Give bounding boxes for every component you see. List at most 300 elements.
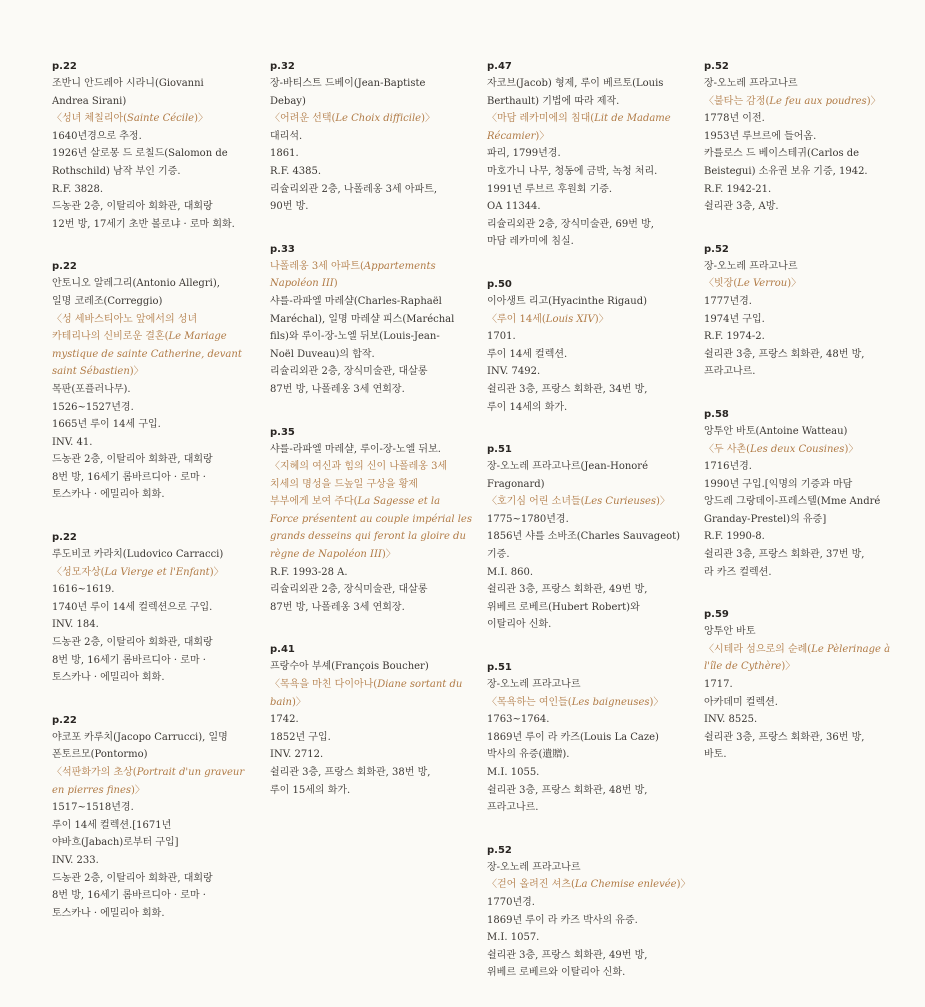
line-text: 쉴리관 3층, 프랑스 회화관, 34번 방, <box>487 383 648 395</box>
line-text: 1991년 루브르 후원회 기증. <box>487 183 613 195</box>
line-text: 카를로스 드 베이스테귀(Carlos de <box>704 148 860 160</box>
entry-line <box>704 198 894 216</box>
entry-line <box>487 929 677 947</box>
artwork-title-line <box>704 441 894 459</box>
line-text: 1775~1780년경. <box>487 513 569 525</box>
original-title: Les deux Cousines <box>750 443 845 455</box>
catalog-entry <box>487 58 677 251</box>
entry-line <box>52 634 242 652</box>
entry-line <box>704 328 894 346</box>
entry-line <box>52 834 242 852</box>
line-text-end: )〉 <box>194 113 209 125</box>
entry-line <box>487 293 677 311</box>
original-title: Napoléon III <box>270 278 334 290</box>
line-text: 마담 레카미에 침실. <box>487 236 574 248</box>
entry-line <box>52 469 242 487</box>
page-reference: p.33 <box>270 243 295 255</box>
line-text: 리슐리외관 2층, 장식미술관, 대살롱 <box>270 366 428 378</box>
line-text: 1974년 구입. <box>704 313 765 325</box>
original-title: Sainte Cécile <box>127 113 195 125</box>
line-text: 〈마담 레카미에의 침대( <box>487 113 595 125</box>
catalog-entry <box>52 712 245 923</box>
line-text: 치세의 명성을 드높일 구상을 황제 <box>270 478 418 490</box>
line-text: 〈두 사촌( <box>704 443 751 455</box>
original-title: règne de Napoléon III <box>270 549 382 561</box>
line-text: 드농관 2층, 이탈리아 회화관, 대회랑 <box>52 201 213 213</box>
entry-line <box>704 293 894 311</box>
entry-line <box>52 746 242 764</box>
line-text: 87번 방, 나폴레옹 3세 연회장. <box>270 383 405 395</box>
line-text: 1856년 샤를 소바조(Charles Sauvageot) <box>487 531 681 543</box>
line-text: 〈불타는 감정( <box>704 95 770 107</box>
entry-line <box>270 746 460 764</box>
original-title: Appartements <box>363 260 436 272</box>
page-reference: p.52 <box>704 61 729 72</box>
artwork-title-line <box>52 782 242 800</box>
line-text: 〈시테라 섬으로의 순례( <box>704 643 812 655</box>
page-reference: p.51 <box>487 444 512 456</box>
line-text: R.F. 1974-2. <box>704 331 765 343</box>
line-text-end: )〉 <box>594 313 609 325</box>
page-reference: p.50 <box>487 278 512 290</box>
line-text: 〈어려운 선택( <box>270 113 336 125</box>
line-text: 〈루이 14세( <box>487 313 546 325</box>
entry-line <box>487 894 677 912</box>
original-title: Le feu aux poudres <box>769 95 867 107</box>
line-text: 라 카즈 컬렉션. <box>704 566 772 578</box>
catalog-entry <box>704 606 894 764</box>
entry-line <box>704 546 894 564</box>
entry-line <box>52 75 242 93</box>
original-title: Les baigneuses <box>571 696 650 708</box>
catalog-entry <box>270 641 463 799</box>
entry-line <box>270 441 460 459</box>
line-text: 1717. <box>704 679 733 691</box>
entry-line <box>52 905 242 923</box>
entry-line <box>52 546 242 564</box>
entry-line <box>704 711 894 729</box>
entry-line <box>52 581 242 599</box>
line-text: INV. 41. <box>52 436 93 448</box>
line-text: 쉴리관 3층, 프랑스 회화관, 38번 방, <box>270 767 431 778</box>
column-4 <box>704 58 894 789</box>
line-text: 12번 방, 17세기 초반 볼로냐 · 로마 회화. <box>52 218 235 230</box>
entry-line <box>704 729 894 747</box>
line-text: 1701. <box>487 331 516 343</box>
line-text: 〈빗장( <box>704 278 738 290</box>
entry-line <box>487 764 677 782</box>
entry-line <box>270 363 460 381</box>
page-reference: p.47 <box>487 61 512 72</box>
artwork-title-line <box>52 764 245 782</box>
line-text: R.F. 4385. <box>270 165 322 177</box>
original-title: Le Choix difficile <box>335 113 422 125</box>
line-text: R.F. 1993-28 A. <box>270 566 348 578</box>
line-text: 야코포 카루치(Jacopo Carrucci), 일명 <box>52 731 228 743</box>
entry-line <box>270 93 460 111</box>
page-reference: p.52 <box>704 243 729 255</box>
line-text: 카테리나의 신비로운 결혼( <box>52 331 169 343</box>
line-text: 87번 방, 나폴레옹 3세 연회장. <box>270 601 405 613</box>
line-text: 부부에게 보여 주다( <box>270 496 358 508</box>
original-title: Diane sortant du <box>377 679 463 691</box>
artwork-title-line <box>270 546 460 564</box>
line-text: INV. 233. <box>52 854 99 866</box>
original-title: grands desseins qui feront la gloire du <box>270 531 466 543</box>
line-text: 이아생트 리고(Hyacinthe Rigaud) <box>487 295 648 307</box>
line-text: INV. 7492. <box>487 366 541 378</box>
entry-line <box>270 293 460 311</box>
entry-line <box>487 964 677 982</box>
entry-line <box>270 711 460 729</box>
page-reference: p.22 <box>52 61 77 72</box>
artwork-title-line <box>487 311 677 329</box>
catalog-entry <box>52 258 242 504</box>
line-text: 8번 방, 16세기 롬바르디아 · 로마 · <box>52 471 206 483</box>
line-text: 1616~1619. <box>52 584 115 596</box>
entry-line <box>270 764 460 782</box>
entry-line <box>704 676 894 694</box>
catalog-entry <box>704 406 894 581</box>
artwork-title-line <box>270 511 472 529</box>
line-text: 리슐리외관 2층, 나폴레옹 3세 아파트, <box>270 183 438 195</box>
entry-line <box>704 458 894 476</box>
entry-line <box>704 511 894 529</box>
original-title: La Sagesse et la <box>357 496 441 508</box>
line-text: Granday-Prestel)의 유증] <box>704 513 827 525</box>
line-text: 1990년 구입.[익명의 기증과 마담 <box>704 478 853 490</box>
entry-line <box>52 451 242 469</box>
entry-line <box>487 381 677 399</box>
line-text: OA 11344. <box>487 201 541 213</box>
line-text: 샤를-라파엘 마레샬, 루이-장-노엘 뒤보. <box>270 443 441 455</box>
artwork-title-line <box>487 110 677 128</box>
line-text: 조반니 안드레아 시라니(Giovanni <box>52 78 204 89</box>
entry-line <box>52 887 242 905</box>
line-text: 장-바티스트 드베이(Jean-Baptiste <box>270 78 426 89</box>
entry-line <box>52 669 242 687</box>
line-text-end: )〉 <box>381 549 396 561</box>
entry-line <box>487 458 677 476</box>
line-text: 쉴리관 3층, 프랑스 회화관, 49번 방, <box>487 949 648 961</box>
line-text: INV. 184. <box>52 619 99 631</box>
line-text-end: )〉 <box>421 113 435 125</box>
line-text: 8번 방, 16세기 롬바르디아 · 로마 · <box>52 654 206 666</box>
entry-line <box>487 676 677 694</box>
line-text: 프라고나르. <box>487 802 539 814</box>
line-text: 프라고나르. <box>704 366 756 378</box>
artwork-title-line <box>52 110 242 128</box>
line-text: 드농관 2층, 이탈리아 회화관, 대회랑 <box>52 872 213 884</box>
catalog-entry <box>704 241 894 381</box>
line-text: 〈석판화가의 초상( <box>52 767 137 778</box>
line-text: 1517~1518년경. <box>52 802 134 814</box>
line-text: R.F. 3828. <box>52 183 104 195</box>
entry-line <box>487 546 677 564</box>
catalog-entry <box>487 441 681 634</box>
entry-line <box>487 216 677 234</box>
entry-line <box>52 128 242 146</box>
entry-line <box>270 145 460 163</box>
entry-line <box>270 128 460 146</box>
entry-line <box>704 163 894 181</box>
entry-line <box>487 799 677 817</box>
entry-line <box>487 163 677 181</box>
entry-line <box>52 817 242 835</box>
page-reference: p.52 <box>487 844 512 856</box>
entry-line <box>487 233 677 251</box>
entry-line <box>52 275 242 293</box>
entry-line <box>704 528 894 546</box>
line-text: 〈지혜의 여신과 힘의 신이 나폴레옹 3세 <box>270 461 448 473</box>
line-text: Andrea Sirani) <box>52 95 127 107</box>
entry-line <box>487 145 677 163</box>
entry-line <box>704 75 894 93</box>
entry-line <box>487 711 677 729</box>
line-text: Maréchal), 일명 마레샬 피스(Maréchal <box>270 313 455 325</box>
artwork-title-line <box>487 876 691 894</box>
catalog-entry <box>52 58 242 233</box>
line-text: R.F. 1942-21. <box>704 183 772 195</box>
entry-line <box>52 416 242 434</box>
entry-line <box>52 852 242 870</box>
entry-line <box>52 486 242 504</box>
entry-line <box>52 870 242 888</box>
entry-line <box>704 623 894 641</box>
line-text: 나폴레옹 3세 아파트( <box>270 260 364 272</box>
line-text: 쉴리관 3층, 프랑스 회화관, 37번 방, <box>704 549 865 561</box>
line-text: 1640년경으로 추정. <box>52 130 142 142</box>
entry-line <box>270 581 460 599</box>
page-reference: p.59 <box>704 609 729 621</box>
entry-line <box>52 799 242 817</box>
line-text: 장-오노레 프라고나르(Jean-Honoré <box>487 461 649 473</box>
line-text: 쉴리관 3층, 프랑스 회화관, 48번 방, <box>704 348 865 360</box>
line-text-end: )〉 <box>535 130 550 142</box>
entry-line <box>704 181 894 199</box>
entry-line <box>270 198 460 216</box>
line-text: 프랑수아 부셰(François Boucher) <box>270 661 429 673</box>
catalog-entry <box>270 58 460 216</box>
entry-line <box>52 145 242 163</box>
artwork-title-line <box>270 694 460 712</box>
line-text: M.I. 1055. <box>487 767 540 778</box>
line-text: 위베르 로베르(Hubert Robert)와 <box>487 601 640 613</box>
line-text: 1926년 살로몽 드 로칠드(Salomon de <box>52 148 228 160</box>
line-text-end: )〉 <box>129 366 144 378</box>
page-reference: p.51 <box>487 662 512 674</box>
line-text: 목판(포플러나무). <box>52 383 131 395</box>
entry-line <box>487 947 677 965</box>
entry-line <box>487 328 677 346</box>
entry-line <box>487 564 677 582</box>
original-title: Les Curieuses <box>584 496 657 508</box>
line-text: 루이 14세 컬렉션.[1671년 <box>52 819 172 831</box>
line-text: 1777년경. <box>704 295 752 307</box>
line-text: 〈성모자상( <box>52 566 105 578</box>
line-text: 쉴리관 3층, 프랑스 회화관, 48번 방, <box>487 784 648 796</box>
artwork-title-line <box>270 458 460 476</box>
line-text: Beistegui) 소유권 보유 기증, 1942. <box>704 165 868 177</box>
line-text: 앙투안 바토(Antoine Watteau) <box>704 425 848 437</box>
line-text: 1852년 구입. <box>270 731 331 743</box>
entry-line <box>270 346 460 364</box>
original-title: Le Pèlerinage à <box>811 643 891 655</box>
original-title: Le Mariage <box>168 331 227 343</box>
line-text: 파리, 1799년경. <box>487 148 561 160</box>
line-text: 1778년 이전. <box>704 113 765 125</box>
line-text: 마호가니 나무, 청동에 금박, 녹청 처리. <box>487 165 658 177</box>
entry-line <box>487 746 677 764</box>
column-1 <box>52 58 245 947</box>
line-text-end: )〉 <box>781 661 796 673</box>
line-text: 90번 방. <box>270 201 309 213</box>
line-text: fils)와 루이-장-노엘 뒤보(Louis-Jean- <box>270 331 440 343</box>
line-text: R.F. 1990-8. <box>704 531 765 543</box>
line-text: 루이 14세 컬렉션. <box>487 348 568 360</box>
entry-line <box>270 782 460 800</box>
line-text: 앙드레 그랑데이-프레스텔(Mme André <box>704 496 881 508</box>
original-title: La Chemise enlevée <box>574 879 677 891</box>
catalog-entry <box>270 241 460 399</box>
line-text: Berthault) 기법에 따라 제작. <box>487 95 620 107</box>
line-text-end: )〉 <box>787 278 802 290</box>
artwork-title-line <box>270 476 460 494</box>
entry-line <box>52 198 242 216</box>
line-text: 아카데미 컬렉션. <box>704 696 778 708</box>
line-text: 토스카나 · 에밀리아 회화. <box>52 672 165 684</box>
entry-line <box>704 746 894 764</box>
entry-line <box>487 782 677 800</box>
artwork-title-line <box>270 676 463 694</box>
entry-line <box>487 616 677 634</box>
line-text-end: )〉 <box>292 696 306 708</box>
line-text: 야바흐(Jabach)로부터 구입] <box>52 837 179 849</box>
line-text: 장-오노레 프라고나르 <box>487 679 581 691</box>
line-text: 박사의 유증(遺贈). <box>487 749 570 761</box>
artwork-title-line <box>52 363 242 381</box>
entry-line <box>487 75 677 93</box>
artwork-title-line <box>270 258 460 276</box>
artwork-title-line <box>270 110 460 128</box>
entry-line <box>270 658 460 676</box>
entry-line <box>52 652 242 670</box>
entry-line <box>52 599 242 617</box>
artwork-title-line <box>704 658 894 676</box>
entry-line <box>52 93 242 111</box>
line-text: 장-오노레 프라고나르 <box>704 78 798 89</box>
entry-line <box>270 181 460 199</box>
artwork-title-line <box>52 564 242 582</box>
entry-line <box>487 93 677 111</box>
original-title: l'île de Cythère <box>704 661 782 673</box>
entry-line <box>704 423 894 441</box>
entry-line <box>487 528 681 546</box>
line-text: 장-오노레 프라고나르 <box>704 260 798 272</box>
artwork-title-line <box>704 641 894 659</box>
line-text: M.I. 1057. <box>487 932 540 944</box>
line-text: INV. 2712. <box>270 749 324 761</box>
entry-line <box>487 363 677 381</box>
entry-line <box>270 328 460 346</box>
entry-line <box>487 912 677 930</box>
line-text: 쉴리관 3층, 프랑스 회화관, 36번 방, <box>704 731 865 743</box>
entry-line <box>270 599 460 617</box>
line-text-end: )〉 <box>656 496 670 508</box>
line-text: 대리석. <box>270 130 303 142</box>
entry-line <box>704 694 894 712</box>
line-text: 1742. <box>270 714 299 726</box>
line-text: INV. 8525. <box>704 714 758 726</box>
artwork-title-line <box>270 493 460 511</box>
artwork-title-line <box>270 275 460 293</box>
line-text: 이탈리아 신화. <box>487 619 552 631</box>
artwork-title-line <box>487 493 677 511</box>
line-text-end: )〉 <box>676 879 691 891</box>
line-text: 1953년 루브르에 들어옴. <box>704 130 817 142</box>
artwork-title-line <box>52 346 242 364</box>
line-text: 자코브(Jacob) 형제, 루이 베르토(Louis <box>487 78 664 89</box>
entry-line <box>704 476 894 494</box>
line-text: 〈성 세바스티아노 앞에서의 성녀 <box>52 313 198 325</box>
line-text-end: )〉 <box>209 566 224 578</box>
entry-line <box>52 381 242 399</box>
entry-line <box>52 181 242 199</box>
line-text-end: )〉 <box>844 443 859 455</box>
line-text: 1861. <box>270 148 299 160</box>
line-text: 드농관 2층, 이탈리아 회화관, 대회랑 <box>52 637 213 649</box>
line-text: Fragonard) <box>487 478 545 490</box>
line-text: 〈걷어 올려진 셔츠( <box>487 879 575 891</box>
line-text: 위베르 로베르와 이탈리아 신화. <box>487 967 626 979</box>
original-title: bain <box>270 696 293 708</box>
entry-line <box>487 181 677 199</box>
line-text: 1763~1764. <box>487 714 550 726</box>
original-title: saint Sébastien <box>52 366 130 378</box>
line-text: 안토니오 알레그리(Antonio Allegri), <box>52 278 220 290</box>
line-text: 루이 15세의 화가. <box>270 784 351 796</box>
line-text: 루이 14세의 화가. <box>487 401 568 413</box>
entry-line <box>487 859 677 877</box>
entry-line <box>704 145 894 163</box>
artwork-title-line <box>704 93 894 111</box>
line-text: 샤를-라파엘 마레샬(Charles-Raphaël <box>270 295 442 307</box>
entry-line <box>704 311 894 329</box>
line-text-end: ) <box>333 278 338 290</box>
line-text: 1869년 루이 라 카즈(Louis La Caze) <box>487 731 659 743</box>
line-text: 장-오노레 프라고나르 <box>487 861 581 873</box>
line-text: 〈호기심 어린 소녀들( <box>487 496 585 508</box>
catalog-entry <box>487 659 677 817</box>
line-text: 쉴리관 3층, 프랑스 회화관, 49번 방, <box>487 584 648 596</box>
original-title: Le Verrou <box>737 278 788 290</box>
original-title: mystique de sainte Catherine, devant <box>52 348 242 360</box>
entry-line <box>270 75 460 93</box>
column-3 <box>487 58 691 1007</box>
line-text: Rothschild) 남작 부인 기증. <box>52 165 181 177</box>
original-title: Force présentent au couple impérial les <box>270 513 472 525</box>
column-2 <box>270 58 472 824</box>
entry-line <box>52 163 242 181</box>
line-text: Noël Duveau)의 합작. <box>270 348 375 360</box>
catalog-entry <box>52 529 242 687</box>
page-reference: p.58 <box>704 408 729 420</box>
line-text: 1770년경. <box>487 896 535 908</box>
line-text: 〈목욕을 마친 다이아나( <box>270 679 378 691</box>
line-text: 1869년 루이 라 카즈 박사의 유증. <box>487 914 638 926</box>
line-text: 앙투안 바토 <box>704 626 756 638</box>
entry-line <box>487 581 677 599</box>
